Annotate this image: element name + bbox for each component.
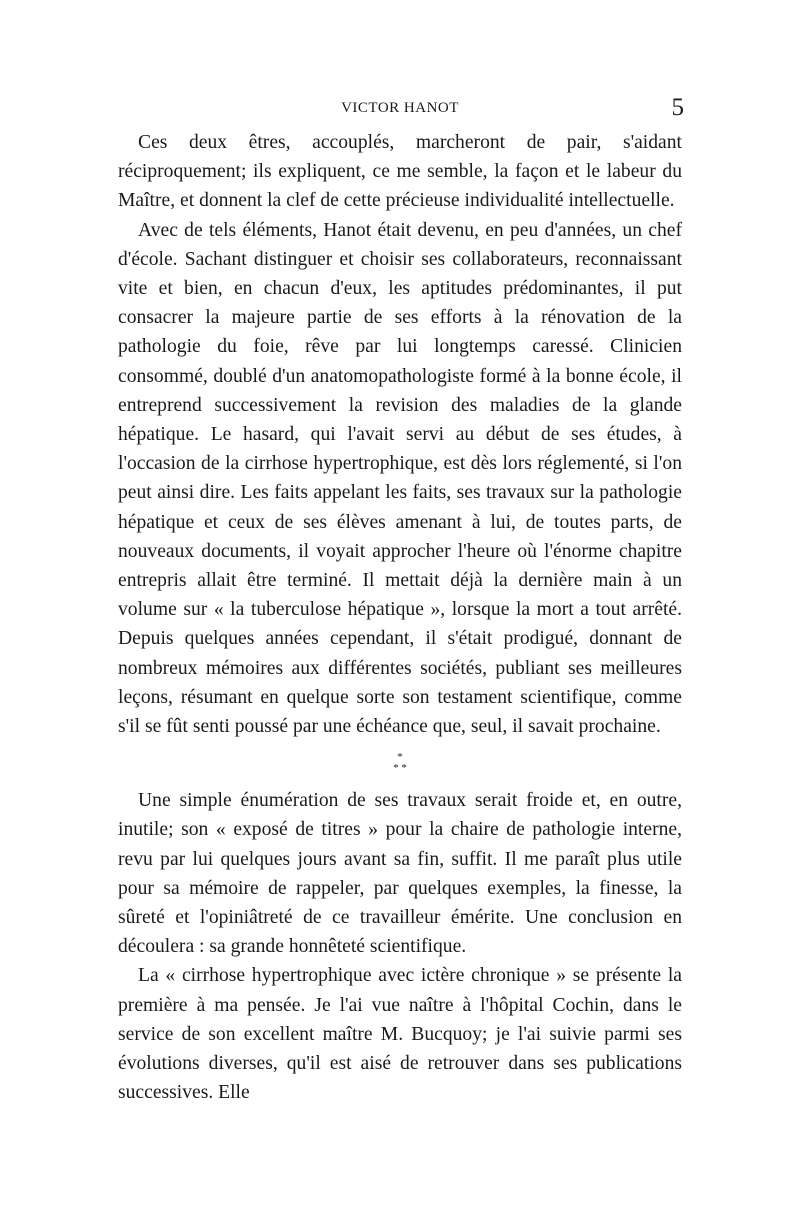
paragraph: La « cirrhose hypertrophique avec ictère chronique » se présente la première à ma pensée. Je l'ai vue naître à l'hôpital Cochin, dans le service de son excellent maître M. Bucquoy; je l'ai suivie parmi ses évolutions diverses, qu'il est aisé de retrouver dans ses publications successives. Elle xyxy=(118,965,682,1104)
asterism-bottom: * * xyxy=(393,762,407,775)
asterism-separator xyxy=(118,752,682,774)
page-number: 5 xyxy=(671,94,684,121)
running-title: VICTOR HANOT xyxy=(341,100,459,116)
paragraph: Une simple énumération de ses travaux serait froide et, en outre, inutile; son « exposé de titres » pour la chaire de pathologie interne, revu par lui quelques jours avant sa fin, suffit. Il me paraît plus utile pour sa mémoire de rappeler, par quelques exemples, la finesse, la sûreté et l'opiniâtreté de ce travailleur émérite. Une conclusion en découlera : sa grande honnêteté scientifique. xyxy=(118,790,682,958)
running-head xyxy=(118,96,682,126)
paragraph: Ces deux êtres, accouplés, marcheront de pair, s'aidant réciproquement; ils expliquent, ce me semble, la façon et le labeur du Maître, et donnent la clef de cette précieuse individualité intellectuelle. xyxy=(118,132,682,212)
body-text xyxy=(118,128,682,1108)
paragraph: Avec de tels éléments, Hanot était devenu, en peu d'années, un chef d'école. Sachant distinguer et choisir ses collaborateurs, reconnaissant vite et bien, en chacun d'eux, les aptitudes prédominantes, il put consacrer la majeure partie de ses efforts à la rénovation de la pathologie du foie, rêve par lui longtemps caressé. Clinicien consommé, doublé d'un anatomopathologiste formé à la bonne école, il entreprend successivement la revision des maladies de la glande hépatique. Le hasard, qui l'avait servi au début de ses études, à l'occasion de la cirrhose hypertrophique, est dès lors réglementé, si l'on peut ainsi dire. Les faits appelant les faits, ses travaux sur la pathologie hépatique et ceux de ses élèves amenant à lui, de toutes parts, de nouveaux documents, il voyait approcher l'heure où l'énorme chapitre entrepris allait être terminé. Il mettait déjà la dernière main à un volume sur « la tuberculose hépatique », lorsque la mort a tout arrêté. Depuis quelques années cependant, il s'était prodigué, donnant de nombreux mémoires aux différentes sociétés, publiant ses meilleures leçons, résumant en quelque sorte son testament scientifique, comme s'il se fût senti poussé par une échéance que, seul, il savait prochaine. xyxy=(118,219,682,738)
asterism-top: * xyxy=(397,751,403,764)
